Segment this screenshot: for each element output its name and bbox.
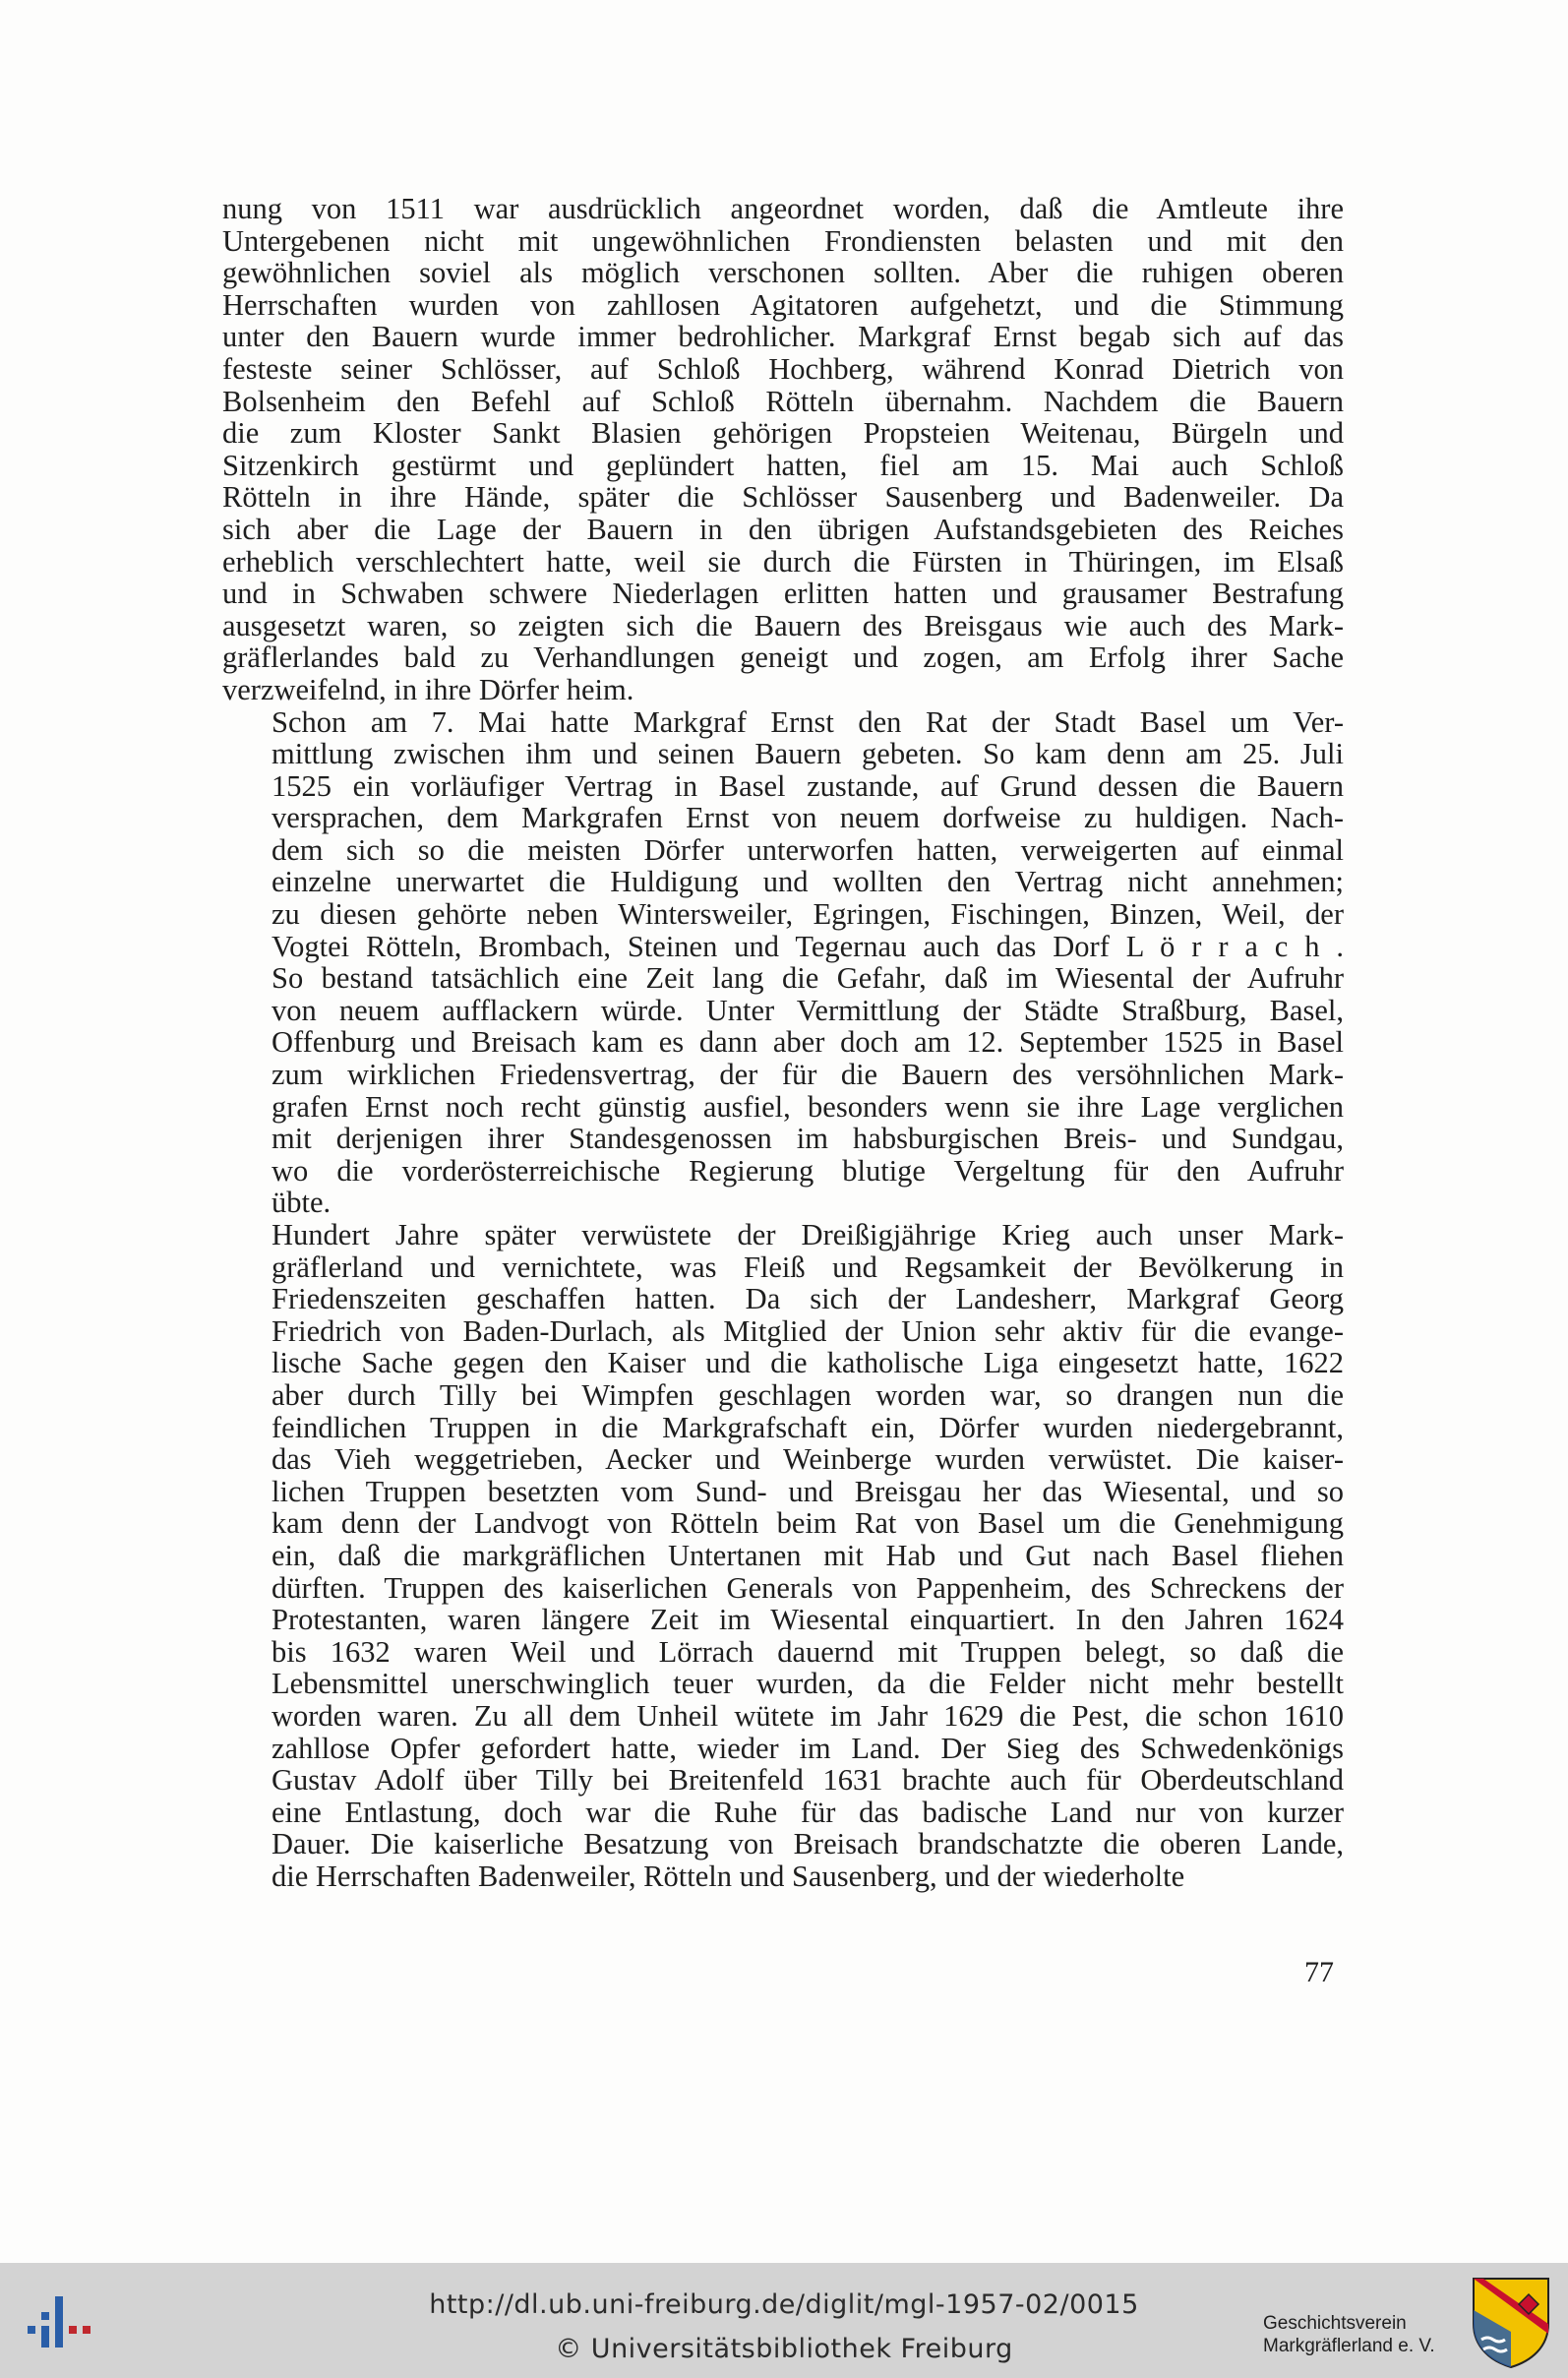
text-line: Protestanten, waren längere Zeit im Wiesental einquartiert. In den Jahren 1624 — [271, 1603, 1344, 1637]
text-line: So bestand tatsächlich eine Zeit lang die Gefahr, daß im Wiesental der Aufruhr — [271, 961, 1344, 996]
text-line: das Vieh weggetrieben, Aecker und Weinberge wurden verwüstet. Die kaiser- — [271, 1442, 1344, 1477]
text-line: Offenburg und Breisach kam es dann aber doch am 12. September 1525 in Basel — [271, 1025, 1344, 1060]
text-line: mittlung zwischen ihm und seinen Bauern gebeten. So kam denn am 25. Juli — [271, 737, 1344, 771]
text-line: bis 1632 waren Weil und Lörrach dauernd mit Truppen belegt, so daß die — [271, 1634, 1344, 1669]
text-line: sich aber die Lage der Bauern in den übrigen Aufstandsgebieten des Reiches — [222, 512, 1344, 546]
text-line: und in Schwaben schwere Niederlagen erlitten hatten und grausamer Bestrafung — [222, 577, 1344, 611]
text-line: Hundert Jahre später verwüstete der Dreißigjährige Krieg auch unser Mark- — [271, 1218, 1344, 1251]
text-line: Sitzenkirch gestürmt und geplündert hatten, fiel am 15. Mai auch Schloß — [222, 448, 1344, 482]
text-line: dem sich so die meisten Dörfer unterworfen hatten, verweigerten auf einmal — [271, 832, 1344, 867]
text-line: zum wirklichen Friedensvertrag, der für die Bauern des versöhnlichen Mark- — [271, 1058, 1344, 1092]
society-crest-icon — [1470, 2275, 1552, 2369]
text-line: aber durch Tilly bei Wimpfen geschlagen worden war, so drangen nun die — [271, 1377, 1344, 1412]
text-line: gräflerlandes bald zu Verhandlungen geneigt und zogen, am Erfolg ihrer Sache — [222, 640, 1344, 675]
text-line: lichen Truppen besetzten vom Sund- und Breisgau her das Wiesental, und so — [271, 1474, 1344, 1508]
paragraph-2 — [222, 706, 1344, 1220]
text-line: die zum Kloster Sankt Blasien gehörigen Propsteien Weitenau, Bürgeln und — [222, 416, 1344, 451]
text-line: eine Entlastung, doch war die Ruhe für das badische Land nur von kurzer — [271, 1795, 1344, 1829]
text-line: nung von 1511 war ausdrücklich angeordnet worden, daß die Amtleute ihre — [222, 192, 1344, 225]
text-line: unter den Bauern wurde immer bedrohlicher. Markgraf Ernst begab sich auf das — [222, 320, 1344, 354]
text-line: Friedenszeiten geschaffen hatten. Da sich der Landesherr, Markgraf Georg — [271, 1282, 1344, 1316]
text-line: festeste seiner Schlösser, auf Schloß Hochberg, während Konrad Dietrich von — [222, 351, 1344, 386]
paragraph-3 — [222, 1219, 1344, 1892]
text-line: 1525 ein vorläufiger Vertrag in Basel zustande, auf Grund dessen die Bauern — [271, 768, 1344, 803]
text-line: Bolsenheim den Befehl auf Schloß Rötteln übernahm. Nachdem die Bauern — [222, 384, 1344, 418]
text-line: einzelne unerwartet die Huldigung und wollten den Vertrag nicht annehmen; — [271, 865, 1344, 899]
footer-bar — [0, 2263, 1568, 2378]
text-line: lische Sache gegen den Kaiser und die katholische Liga eingesetzt hatte, 1622 — [271, 1346, 1344, 1380]
text-line: Schon am 7. Mai hatte Markgraf Ernst den Rat der Stadt Basel um Ver- — [271, 704, 1344, 739]
text-line: verzweifelnd, in ihre Dörfer heim. — [222, 672, 634, 706]
text-line: Vogtei Rötteln, Brombach, Steinen und Tegernau auch das Dorf L ö r r a c h . — [271, 929, 1344, 963]
footer-url-link[interactable]: http://dl.ub.uni-freiburg.de/diglit/mgl-1957-02/0015 — [429, 2289, 1139, 2320]
text-line: Untergebenen nicht mit ungewöhnlichen Frondiensten belasten und mit den — [222, 223, 1344, 258]
text-line: Rötteln in ihre Hände, später die Schlösser Sausenberg und Badenweiler. Da — [222, 480, 1344, 515]
text-line: grafen Ernst noch recht günstig ausfiel, besonders wenn sie ihre Lage verglichen — [271, 1089, 1344, 1124]
text-line: zahllose Opfer gefordert hatte, wieder im Land. Der Sieg des Schwedenkönigs — [271, 1731, 1344, 1765]
text-line: übte. — [271, 1186, 332, 1220]
footer-copyright: © Universitätsbibliothek Freiburg — [555, 2334, 1013, 2364]
society-name-line-2: Markgräflerland e. V. — [1263, 2336, 1435, 2356]
text-line: gewöhnlichen soviel als möglich verschonen sollten. Aber die ruhigen oberen — [222, 256, 1344, 290]
page-number: 77 — [1304, 1956, 1334, 1988]
text-line: Lebensmittel unerschwinglich teuer wurden, da die Felder nicht mehr bestellt — [271, 1667, 1344, 1701]
text-line: ein, daß die markgräflichen Untertanen mit Hab und Gut nach Basel fliehen — [271, 1538, 1344, 1572]
text-line: gräflerland und vernichtete, was Fleiß und Regsamkeit der Bevölkerung in — [271, 1250, 1344, 1284]
text-line: erheblich verschlechtert hatte, weil sie durch die Fürsten in Thüringen, im Elsaß — [222, 544, 1344, 579]
text-line: von neuem aufflackern würde. Unter Vermittlung der Städte Straßburg, Basel, — [271, 993, 1344, 1027]
text-line: feindlichen Truppen in die Markgrafschaft ein, Dörfer wurden niedergebrannt, — [271, 1410, 1344, 1444]
text-line: Gustav Adolf über Tilly bei Breitenfeld 1631 brachte auch für Oberdeutschland — [271, 1763, 1344, 1798]
text-line: die Herrschaften Badenweiler, Rötteln und Sausenberg, und der wiederholte — [271, 1859, 1185, 1893]
text-line: mit derjenigen ihrer Standesgenossen im habsburgischen Breis- und Sundgau, — [271, 1122, 1344, 1156]
text-line: Herrschaften wurden von zahllosen Agitatoren aufgehetzt, und die Stimmung — [222, 287, 1344, 322]
text-line: Dauer. Die kaiserliche Besatzung von Breisach brandschatzte die oberen Lande, — [271, 1827, 1344, 1861]
paragraph-1 — [222, 193, 1344, 706]
society-name-line-1: Geschichtsverein — [1263, 2313, 1407, 2334]
text-line: versprachen, dem Markgrafen Ernst von neuem dorfweise zu huldigen. Nach- — [271, 801, 1344, 835]
society-name — [1263, 2312, 1460, 2357]
text-line: Friedrich von Baden-Durlach, als Mitglied der Union sehr aktiv für die evange- — [271, 1313, 1344, 1348]
text-line: dürften. Truppen des kaiserlichen Generals von Pappenheim, des Schreckens der — [271, 1570, 1344, 1605]
text-line: zu diesen gehörte neben Wintersweiler, Egringen, Fischingen, Binzen, Weil, der — [271, 897, 1344, 932]
text-line: worden waren. Zu all dem Unheil wütete im Jahr 1629 die Pest, die schon 1610 — [271, 1698, 1344, 1733]
text-line: wo die vorderösterreichische Regierung blutige Vergeltung für den Aufruhr — [271, 1153, 1344, 1188]
body-text — [222, 193, 1344, 1892]
text-line: ausgesetzt waren, so zeigten sich die Bauern des Breisgaus wie auch des Mark- — [222, 608, 1344, 642]
text-line: kam denn der Landvogt von Rötteln beim Rat von Basel um die Genehmigung — [271, 1506, 1344, 1541]
